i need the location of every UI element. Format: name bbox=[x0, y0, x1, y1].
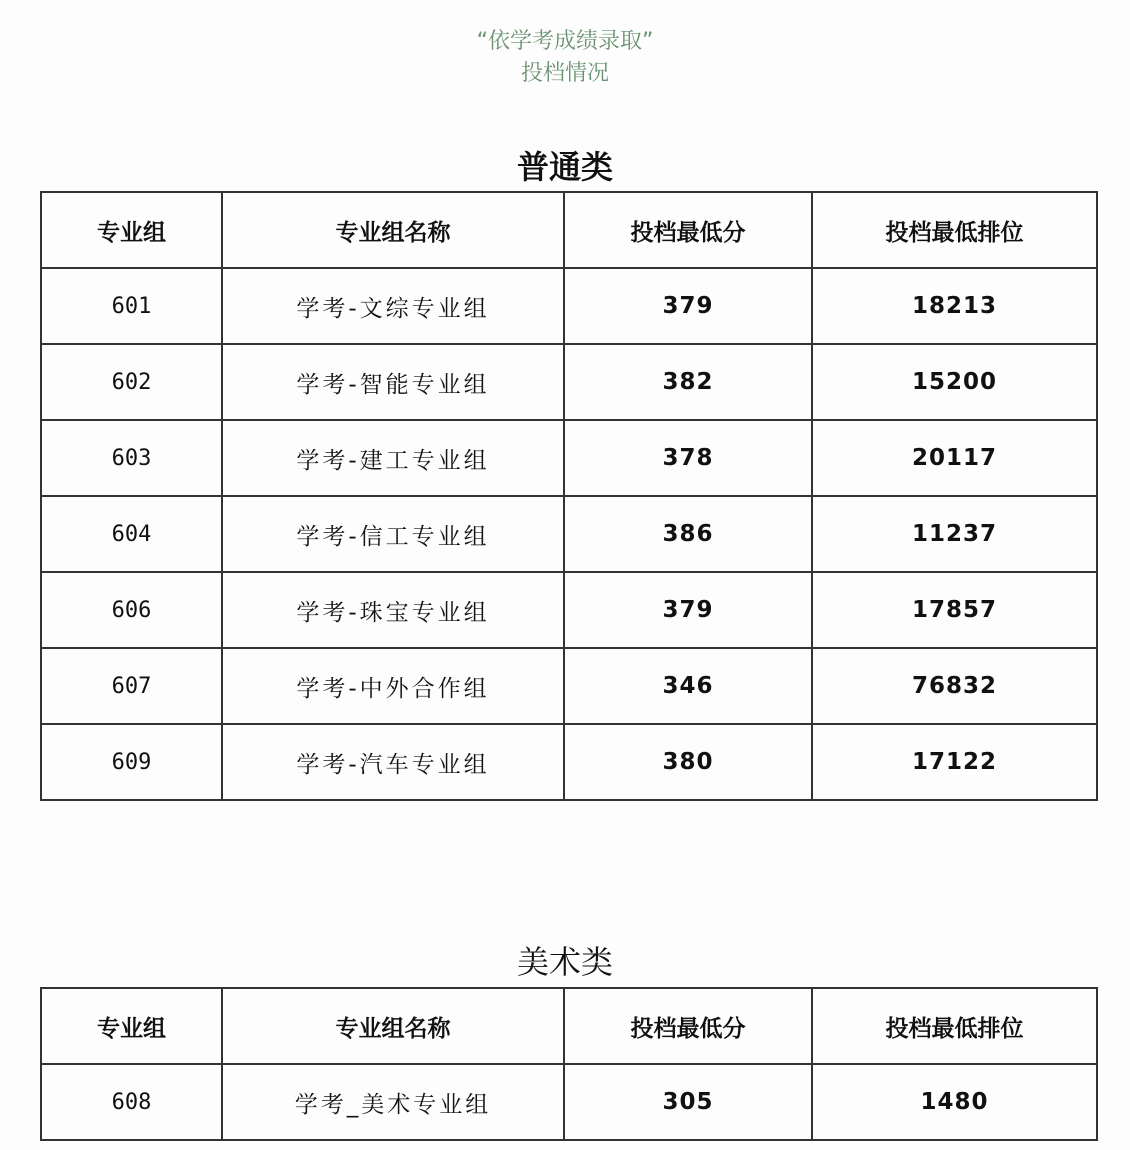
group-code-cell: 609 bbox=[41, 724, 222, 800]
table-header-row bbox=[41, 192, 1097, 268]
group-code-cell: 602 bbox=[41, 344, 222, 420]
min-rank-cell: 15200 bbox=[812, 344, 1097, 420]
table-row bbox=[41, 572, 1097, 648]
table-row bbox=[41, 420, 1097, 496]
min-score-cell: 379 bbox=[564, 268, 812, 344]
min-rank-cell: 11237 bbox=[812, 496, 1097, 572]
min-score-cell: 346 bbox=[564, 648, 812, 724]
column-header: 专业组 bbox=[41, 988, 222, 1064]
min-rank-cell: 20117 bbox=[812, 420, 1097, 496]
group-code-cell: 606 bbox=[41, 572, 222, 648]
group-name-cell: 学考-智能专业组 bbox=[222, 344, 564, 420]
table-header-row bbox=[41, 988, 1097, 1064]
min-rank-cell: 76832 bbox=[812, 648, 1097, 724]
min-rank-cell: 17857 bbox=[812, 572, 1097, 648]
column-header: 专业组名称 bbox=[222, 988, 564, 1064]
column-header: 投档最低排位 bbox=[812, 988, 1097, 1064]
group-name-cell: 学考-中外合作组 bbox=[222, 648, 564, 724]
min-score-cell: 382 bbox=[564, 344, 812, 420]
group-code-cell: 608 bbox=[41, 1064, 222, 1140]
min-score-cell: 378 bbox=[564, 420, 812, 496]
column-header: 投档最低排位 bbox=[812, 192, 1097, 268]
general-table bbox=[40, 191, 1098, 801]
column-header: 专业组 bbox=[41, 192, 222, 268]
min-score-cell: 386 bbox=[564, 496, 812, 572]
group-name-cell: 学考-汽车专业组 bbox=[222, 724, 564, 800]
min-score-cell: 305 bbox=[564, 1064, 812, 1140]
document-subtitle: 投档情况 bbox=[520, 61, 609, 86]
table-row bbox=[41, 344, 1097, 420]
group-name-cell: 学考-珠宝专业组 bbox=[222, 572, 564, 648]
min-rank-cell: 17122 bbox=[812, 724, 1097, 800]
column-header: 专业组名称 bbox=[222, 192, 564, 268]
table-row bbox=[41, 648, 1097, 724]
section-title-art: 美术类 bbox=[516, 943, 613, 981]
table-row bbox=[41, 496, 1097, 572]
art-table bbox=[40, 987, 1098, 1141]
table-row bbox=[41, 724, 1097, 800]
section-title-general: 普通类 bbox=[516, 148, 613, 186]
min-score-cell: 380 bbox=[564, 724, 812, 800]
column-header: 投档最低分 bbox=[564, 192, 812, 268]
min-score-cell: 379 bbox=[564, 572, 812, 648]
group-code-cell: 607 bbox=[41, 648, 222, 724]
column-header: 投档最低分 bbox=[564, 988, 812, 1064]
table-row bbox=[41, 268, 1097, 344]
group-code-cell: 601 bbox=[41, 268, 222, 344]
group-name-cell: 学考_美术专业组 bbox=[222, 1064, 564, 1140]
min-rank-cell: 18213 bbox=[812, 268, 1097, 344]
document-title: “依学考成绩录取” bbox=[476, 29, 654, 54]
group-name-cell: 学考-建工专业组 bbox=[222, 420, 564, 496]
table-row bbox=[41, 1064, 1097, 1140]
group-code-cell: 604 bbox=[41, 496, 222, 572]
group-name-cell: 学考-文综专业组 bbox=[222, 268, 564, 344]
group-code-cell: 603 bbox=[41, 420, 222, 496]
group-name-cell: 学考-信工专业组 bbox=[222, 496, 564, 572]
min-rank-cell: 1480 bbox=[812, 1064, 1097, 1140]
